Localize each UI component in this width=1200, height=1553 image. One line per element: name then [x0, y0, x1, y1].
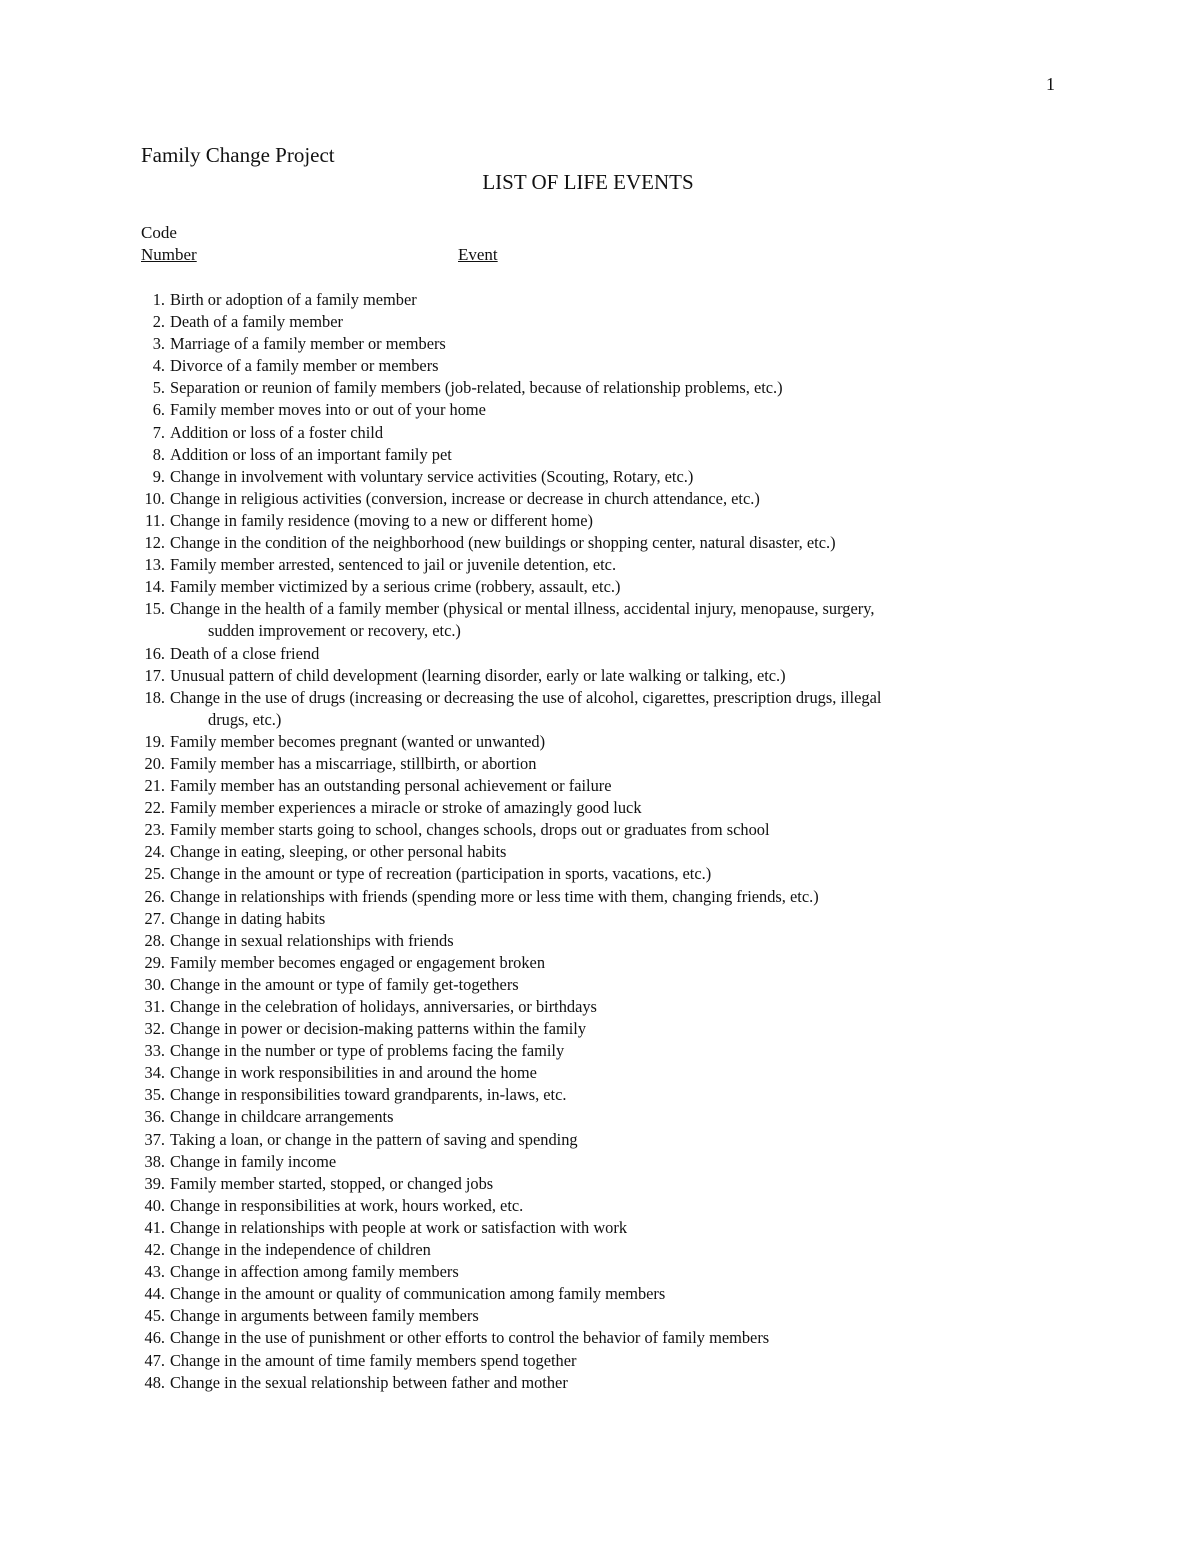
list-item	[120, 1350, 1060, 1372]
list-item	[120, 377, 1060, 399]
event-code-number: 24.	[144, 842, 165, 862]
list-item	[120, 1327, 1060, 1349]
event-code-number: 16.	[144, 643, 165, 663]
list-item	[120, 510, 1060, 532]
list-item	[120, 753, 1060, 775]
list-item	[120, 1239, 1060, 1261]
event-code-number: 7.	[152, 422, 165, 442]
event-code-number: 2.	[152, 312, 165, 332]
event-description	[170, 863, 1060, 885]
event-text-line: Change in power or decision-making patterns within the family	[170, 1019, 587, 1039]
event-description	[170, 974, 1060, 996]
list-item	[120, 643, 1060, 665]
event-description	[170, 1062, 1060, 1084]
event-description	[170, 1239, 1060, 1261]
event-text-line: Change in family income	[170, 1151, 337, 1171]
event-text-line: Change in work responsibilities in and around the home	[170, 1063, 537, 1083]
event-description	[170, 444, 1060, 466]
event-text-continuation: drugs, etc.)	[208, 709, 282, 729]
event-text-line: Change in affection among family members	[170, 1262, 459, 1282]
event-description	[170, 311, 1060, 333]
list-item	[120, 1084, 1060, 1106]
event-text-line: Family member started, stopped, or changed jobs	[170, 1173, 494, 1193]
list-item	[120, 1283, 1060, 1305]
event-text-line: Change in involvement with voluntary service activities (Scouting, Rotary, etc.)	[170, 466, 694, 486]
event-description	[170, 576, 1060, 598]
event-text-line: Birth or adoption of a family member	[170, 290, 417, 309]
list-item	[120, 333, 1060, 355]
event-code-number: 10.	[144, 488, 165, 508]
list-item	[120, 886, 1060, 908]
list-item	[120, 1261, 1060, 1283]
event-text-line: Change in eating, sleeping, or other personal habits	[170, 842, 507, 862]
event-description	[170, 510, 1060, 532]
event-description	[170, 886, 1060, 908]
event-code-number: 6.	[152, 400, 165, 420]
event-text-line: Family member becomes pregnant (wanted or unwanted)	[170, 731, 546, 751]
list-item	[120, 974, 1060, 996]
event-description	[170, 422, 1060, 444]
event-description	[170, 1217, 1060, 1239]
column-header-event: Event	[458, 245, 498, 264]
event-text-line: Change in the independence of children	[170, 1240, 431, 1260]
list-item	[120, 797, 1060, 819]
event-text-line: Addition or loss of a foster child	[170, 422, 384, 442]
event-code-number: 29.	[144, 952, 165, 972]
event-description	[170, 1129, 1060, 1151]
event-text-line: Change in the use of punishment or other efforts to control the behavior of family members	[170, 1328, 770, 1348]
event-description	[170, 1173, 1060, 1195]
event-text-line: Change in arguments between family members	[170, 1306, 479, 1326]
event-text-line: Change in relationships with people at work or satisfaction with work	[170, 1217, 628, 1237]
event-code-number: 31.	[144, 997, 165, 1016]
event-description	[170, 841, 1060, 863]
list-item	[120, 863, 1060, 885]
event-text-line: Unusual pattern of child development (learning disorder, early or late walking or talking, etc.)	[170, 665, 786, 685]
event-text-line: Change in family residence (moving to a new or different home)	[170, 510, 593, 530]
list-item	[120, 488, 1060, 510]
event-code-number: 15.	[144, 599, 165, 619]
event-description	[170, 797, 1060, 819]
event-description	[170, 598, 1060, 642]
event-text-line: Family member has an outstanding personal achievement or failure	[170, 776, 612, 796]
event-code-number: 37.	[144, 1129, 165, 1149]
list-item	[120, 532, 1060, 554]
event-text-line: Family member victimized by a serious crime (robbery, assault, etc.)	[170, 577, 621, 597]
event-description	[170, 1040, 1060, 1062]
list-item	[120, 1062, 1060, 1084]
event-description	[170, 731, 1060, 753]
event-text-line: Change in the sexual relationship between father and mother	[170, 1372, 568, 1392]
event-code-number: 44.	[144, 1284, 165, 1304]
event-description	[170, 1151, 1060, 1173]
event-code-number: 21.	[144, 776, 165, 796]
event-description	[170, 1283, 1060, 1305]
event-description	[170, 952, 1060, 974]
event-code-number: 18.	[144, 687, 165, 707]
event-text-line: Family member arrested, sentenced to jail or juvenile detention, etc.	[170, 555, 617, 575]
event-description	[170, 775, 1060, 797]
event-text-line: Change in the use of drugs (increasing or decreasing the use of alcohol, cigarettes, prescription drugs, illegal	[170, 687, 882, 707]
event-code-number: 3.	[152, 334, 165, 354]
column-header-number: Number	[141, 245, 197, 264]
list-item	[120, 554, 1060, 576]
event-description	[170, 399, 1060, 421]
event-code-number: 13.	[144, 555, 165, 575]
event-code-number: 33.	[144, 1041, 165, 1061]
event-description	[170, 1084, 1060, 1106]
list-item	[120, 1173, 1060, 1195]
list-item	[120, 908, 1060, 930]
event-description	[170, 1350, 1060, 1372]
list-item	[120, 841, 1060, 863]
event-text-line: Change in relationships with friends (spending more or less time with them, changing friends, etc.)	[170, 886, 819, 906]
event-description	[170, 996, 1060, 1018]
list-item	[120, 952, 1060, 974]
page-number: 1	[1046, 74, 1055, 94]
event-description	[170, 1195, 1060, 1217]
event-code-number: 47.	[144, 1350, 165, 1370]
event-code-number: 34.	[144, 1063, 165, 1083]
event-code-number: 43.	[144, 1262, 165, 1282]
event-description	[170, 1372, 1060, 1394]
event-code-number: 36.	[144, 1107, 165, 1127]
event-description	[170, 753, 1060, 775]
event-code-number: 32.	[144, 1019, 165, 1039]
list-item	[120, 1129, 1060, 1151]
list-item	[120, 311, 1060, 333]
list-item	[120, 1195, 1060, 1217]
list-item	[120, 422, 1060, 444]
event-code-number: 27.	[144, 908, 165, 928]
event-description	[170, 687, 1060, 731]
list-item	[120, 444, 1060, 466]
list-item	[120, 775, 1060, 797]
event-description	[170, 1261, 1060, 1283]
event-code-number: 8.	[152, 444, 165, 464]
event-code-number: 4.	[152, 356, 165, 376]
list-item	[120, 355, 1060, 377]
event-code-number: 11.	[145, 510, 165, 530]
event-text-line: Family member experiences a miracle or stroke of amazingly good luck	[170, 798, 642, 818]
event-description	[170, 333, 1060, 355]
event-text-line: Divorce of a family member or members	[170, 356, 439, 376]
list-item	[120, 1018, 1060, 1040]
event-text-line: Change in the amount of time family members spend together	[170, 1350, 577, 1370]
event-description	[170, 532, 1060, 554]
event-code-number: 42.	[144, 1240, 165, 1260]
event-text-line: Change in the celebration of holidays, anniversaries, or birthdays	[170, 997, 597, 1016]
event-text-line: Family member starts going to school, changes schools, drops out or graduates from school	[170, 820, 770, 840]
list-item	[120, 1217, 1060, 1239]
event-code-number: 9.	[152, 466, 165, 486]
event-text-line: Family member becomes engaged or engagement broken	[170, 952, 546, 972]
event-code-number: 17.	[144, 665, 165, 685]
event-text-line: Death of a close friend	[170, 643, 320, 663]
event-code-number: 40.	[144, 1195, 165, 1215]
event-text-line: Change in dating habits	[170, 908, 326, 928]
event-code-number: 38.	[144, 1151, 165, 1171]
event-text-line: Change in responsibilities at work, hours worked, etc.	[170, 1195, 524, 1215]
event-description	[170, 466, 1060, 488]
event-text-line: Change in the number or type of problems facing the family	[170, 1041, 565, 1061]
event-description	[170, 1327, 1060, 1349]
event-text-line: Addition or loss of an important family pet	[170, 444, 452, 464]
event-description	[170, 930, 1060, 952]
event-text-line: Change in childcare arrangements	[170, 1107, 394, 1127]
event-description	[170, 819, 1060, 841]
list-item	[120, 289, 1060, 311]
event-code-number: 41.	[144, 1217, 165, 1237]
list-item	[120, 1151, 1060, 1173]
event-code-number: 14.	[144, 577, 165, 597]
event-text-line: Taking a loan, or change in the pattern of saving and spending	[170, 1129, 578, 1149]
event-code-number: 22.	[144, 798, 165, 818]
list-item	[120, 1372, 1060, 1394]
list-item	[120, 665, 1060, 687]
event-text-line: Change in the amount or type of family get-togethers	[170, 974, 519, 994]
event-code-number: 1.	[152, 290, 165, 309]
event-code-number: 23.	[144, 820, 165, 840]
event-text-line: Change in sexual relationships with friends	[170, 930, 454, 950]
event-description	[170, 643, 1060, 665]
list-item	[120, 1106, 1060, 1128]
column-header-code: Code	[141, 223, 177, 242]
event-text-continuation: sudden improvement or recovery, etc.)	[208, 621, 461, 641]
event-description	[170, 1106, 1060, 1128]
event-code-number: 20.	[144, 753, 165, 773]
project-title: Family Change Project	[141, 143, 335, 167]
list-item	[120, 819, 1060, 841]
event-description	[170, 377, 1060, 399]
event-code-number: 19.	[144, 731, 165, 751]
event-text-line: Marriage of a family member or members	[170, 334, 446, 354]
event-code-number: 5.	[152, 378, 165, 398]
event-code-number: 25.	[144, 864, 165, 884]
event-text-line: Death of a family member	[170, 312, 343, 332]
event-code-number: 30.	[144, 974, 165, 994]
list-item	[120, 399, 1060, 421]
life-events-list	[120, 289, 1060, 1394]
list-item	[120, 576, 1060, 598]
list-item	[120, 731, 1060, 753]
event-text-line: Change in the condition of the neighborhood (new buildings or shopping center, natural disaster, etc.)	[170, 533, 836, 553]
event-description	[170, 554, 1060, 576]
event-description	[170, 908, 1060, 930]
event-description	[170, 289, 1060, 311]
event-text-line: Change in religious activities (conversion, increase or decrease in church attendance, etc.)	[170, 488, 760, 508]
event-text-line: Family member has a miscarriage, stillbirth, or abortion	[170, 753, 537, 773]
event-code-number: 35.	[144, 1085, 165, 1105]
list-item	[120, 930, 1060, 952]
document-title: LIST OF LIFE EVENTS	[482, 170, 694, 194]
event-text-line: Change in the amount or type of recreation (participation in sports, vacations, etc.)	[170, 864, 712, 884]
event-code-number: 28.	[144, 930, 165, 950]
event-code-number: 46.	[144, 1328, 165, 1348]
event-description	[170, 665, 1060, 687]
event-text-line: Change in the health of a family member (physical or mental illness, accidental injury, menopause, surgery,	[170, 599, 875, 619]
list-item	[120, 1305, 1060, 1327]
list-item	[120, 598, 1060, 642]
event-code-number: 45.	[144, 1306, 165, 1326]
list-item	[120, 687, 1060, 731]
event-description	[170, 355, 1060, 377]
list-item	[120, 996, 1060, 1018]
event-text-line: Separation or reunion of family members (job-related, because of relationship problems, etc.)	[170, 378, 783, 398]
list-item	[120, 466, 1060, 488]
event-code-number: 39.	[144, 1173, 165, 1193]
event-description	[170, 488, 1060, 510]
event-code-number: 12.	[144, 533, 165, 553]
event-description	[170, 1018, 1060, 1040]
event-code-number: 48.	[144, 1372, 165, 1392]
list-item	[120, 1040, 1060, 1062]
event-text-line: Change in responsibilities toward grandparents, in-laws, etc.	[170, 1085, 567, 1105]
event-text-line: Change in the amount or quality of communication among family members	[170, 1284, 666, 1304]
event-code-number: 26.	[144, 886, 165, 906]
event-text-line: Family member moves into or out of your home	[170, 400, 486, 420]
event-description	[170, 1305, 1060, 1327]
